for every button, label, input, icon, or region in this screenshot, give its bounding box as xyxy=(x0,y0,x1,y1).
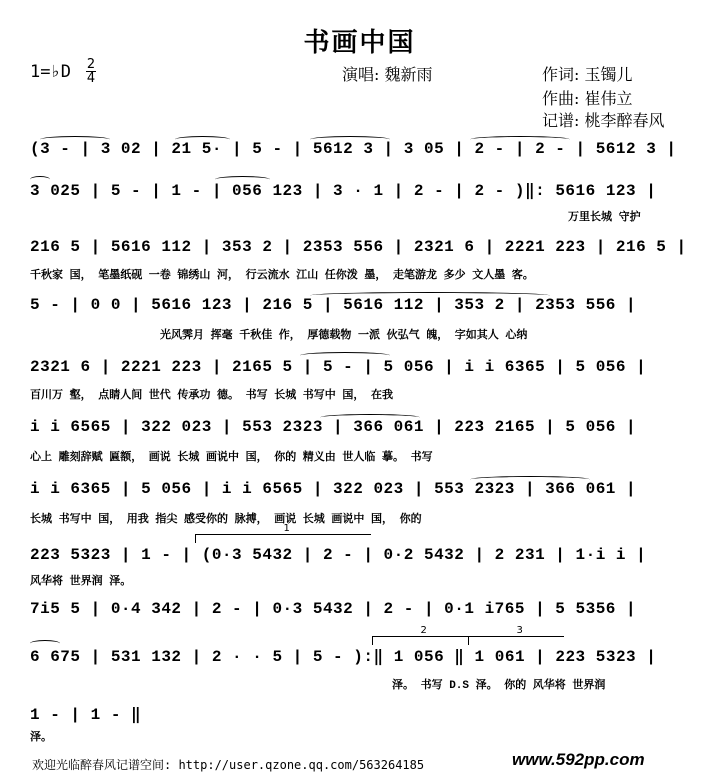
score-row-5-lyrics: 百川万 壑， 点睛人间 世代 传承功 德。 书写 长城 书写中 国， 在我 xyxy=(30,390,394,402)
volta-bracket-2 xyxy=(372,625,468,645)
singer-credit: 演唱: 魏新雨 xyxy=(342,65,433,84)
slur-mark xyxy=(40,136,110,143)
slur-mark xyxy=(30,176,50,183)
slur-mark xyxy=(470,476,590,483)
score-row-9-notes: 7i5 5 | 0·4 342 | 2 - | 0·3 5432 | 2 - | 0·1 i765 | 5 5356 | xyxy=(30,600,637,618)
slur-mark xyxy=(300,352,390,359)
time-signature xyxy=(86,58,96,85)
score-row-10-notes: 6 675 | 531 132 | 2 · · 5 | 5 - ):‖ 1 056 ‖ 1 061 | 223 5323 | xyxy=(30,648,657,666)
slur-mark xyxy=(175,136,230,143)
score-row-4-lyrics: 光风霁月 挥毫 千秋佳 作， 厚德载物 一派 伙弘气 魄， 字如其人 心纳 xyxy=(160,330,528,342)
volta-bracket-3 xyxy=(468,625,564,645)
score-row-11-notes: 1 - | 1 - ‖ xyxy=(30,706,142,724)
song-title: 书画中国 xyxy=(303,28,416,58)
score-row-1-notes: (3 - | 3 02 | 21 5· | 5 - | 5612 3 | 3 05 | 2 - | 2 - | 5612 3 | xyxy=(30,140,677,158)
score-row-7-notes: i i 6365 | 5 056 | i i 6565 | 322 023 | 553 2323 | 366 061 | xyxy=(30,480,637,498)
score-row-3-notes: 216 5 | 5616 112 | 353 2 | 2353 556 | 2321 6 | 2221 223 | 216 5 | xyxy=(30,238,687,256)
score-row-8-lyrics: 风华将 世界润 泽。 xyxy=(30,576,132,588)
meter-bottom: 4 xyxy=(86,71,96,86)
composer-credit: 作曲: 崔伟立 xyxy=(542,89,633,108)
score-row-7-lyrics: 长城 书写中 国， 用我 指尖 感受你的 脉搏， 画说 长城 画说中 国， 你的 xyxy=(30,514,422,526)
slur-mark xyxy=(470,136,570,143)
volta-label-2: 2 xyxy=(420,625,427,636)
lyricist-credit: 作词: 玉镯儿 xyxy=(542,65,633,84)
site-watermark: www.592pp.com xyxy=(512,750,645,769)
score-row-4-notes: 5 - | 0 0 | 5616 123 | 216 5 | 5616 112 | 353 2 | 2353 556 | xyxy=(30,296,637,314)
meter-top: 2 xyxy=(86,57,96,72)
slur-mark xyxy=(310,292,550,299)
score-row-11-lyrics: 泽。 xyxy=(30,732,52,744)
score-row-5-notes: 2321 6 | 2221 223 | 2165 5 | 5 - | 5 056 | i i 6365 | 5 056 | xyxy=(30,358,647,376)
slur-mark xyxy=(215,176,270,183)
footer-note: 欢迎光临醉春风记谱空间: http://user.qzone.qq.com/563264185 xyxy=(32,758,425,772)
score-row-8-notes: 223 5323 | 1 - | (0·3 5432 | 2 - | 0·2 5432 | 2 231 | 1·i i | xyxy=(30,546,647,564)
score-row-3-lyrics: 千秋家 国， 笔墨纸砚 一卷 锦绣山 河， 行云流水 江山 任你泼 墨， 走笔游龙 多少 文人墨 客。 xyxy=(30,270,534,282)
slur-mark xyxy=(30,640,60,647)
volta-bracket-1 xyxy=(195,523,371,543)
score-row-6-lyrics: 心上 雕刻辞赋 匾额， 画说 长城 画说中 国， 你的 精义由 世人临 摹。 书写 xyxy=(30,452,433,464)
score-row-2-lyrics: 万里长城 守护 xyxy=(568,212,641,224)
score-row-6-notes: i i 6565 | 322 023 | 553 2323 | 366 061 | 223 2165 | 5 056 | xyxy=(30,418,637,436)
score-row-10-lyrics: 泽。 书写 D.S 泽。 你的 风华将 世界润 xyxy=(392,680,606,692)
volta-label-3: 3 xyxy=(516,625,523,636)
volta-label-1: 1 xyxy=(283,523,290,534)
slur-mark xyxy=(320,414,420,421)
slur-mark xyxy=(310,136,390,143)
key-signature: 1=♭D xyxy=(30,62,71,82)
transcriber-credit: 记谱: 桃李醉春风 xyxy=(542,111,665,130)
score-row-2-notes: 3 025 | 5 - | 1 - | 056 123 | 3 · 1 | 2 - | 2 - )‖: 5616 123 | xyxy=(30,182,657,200)
